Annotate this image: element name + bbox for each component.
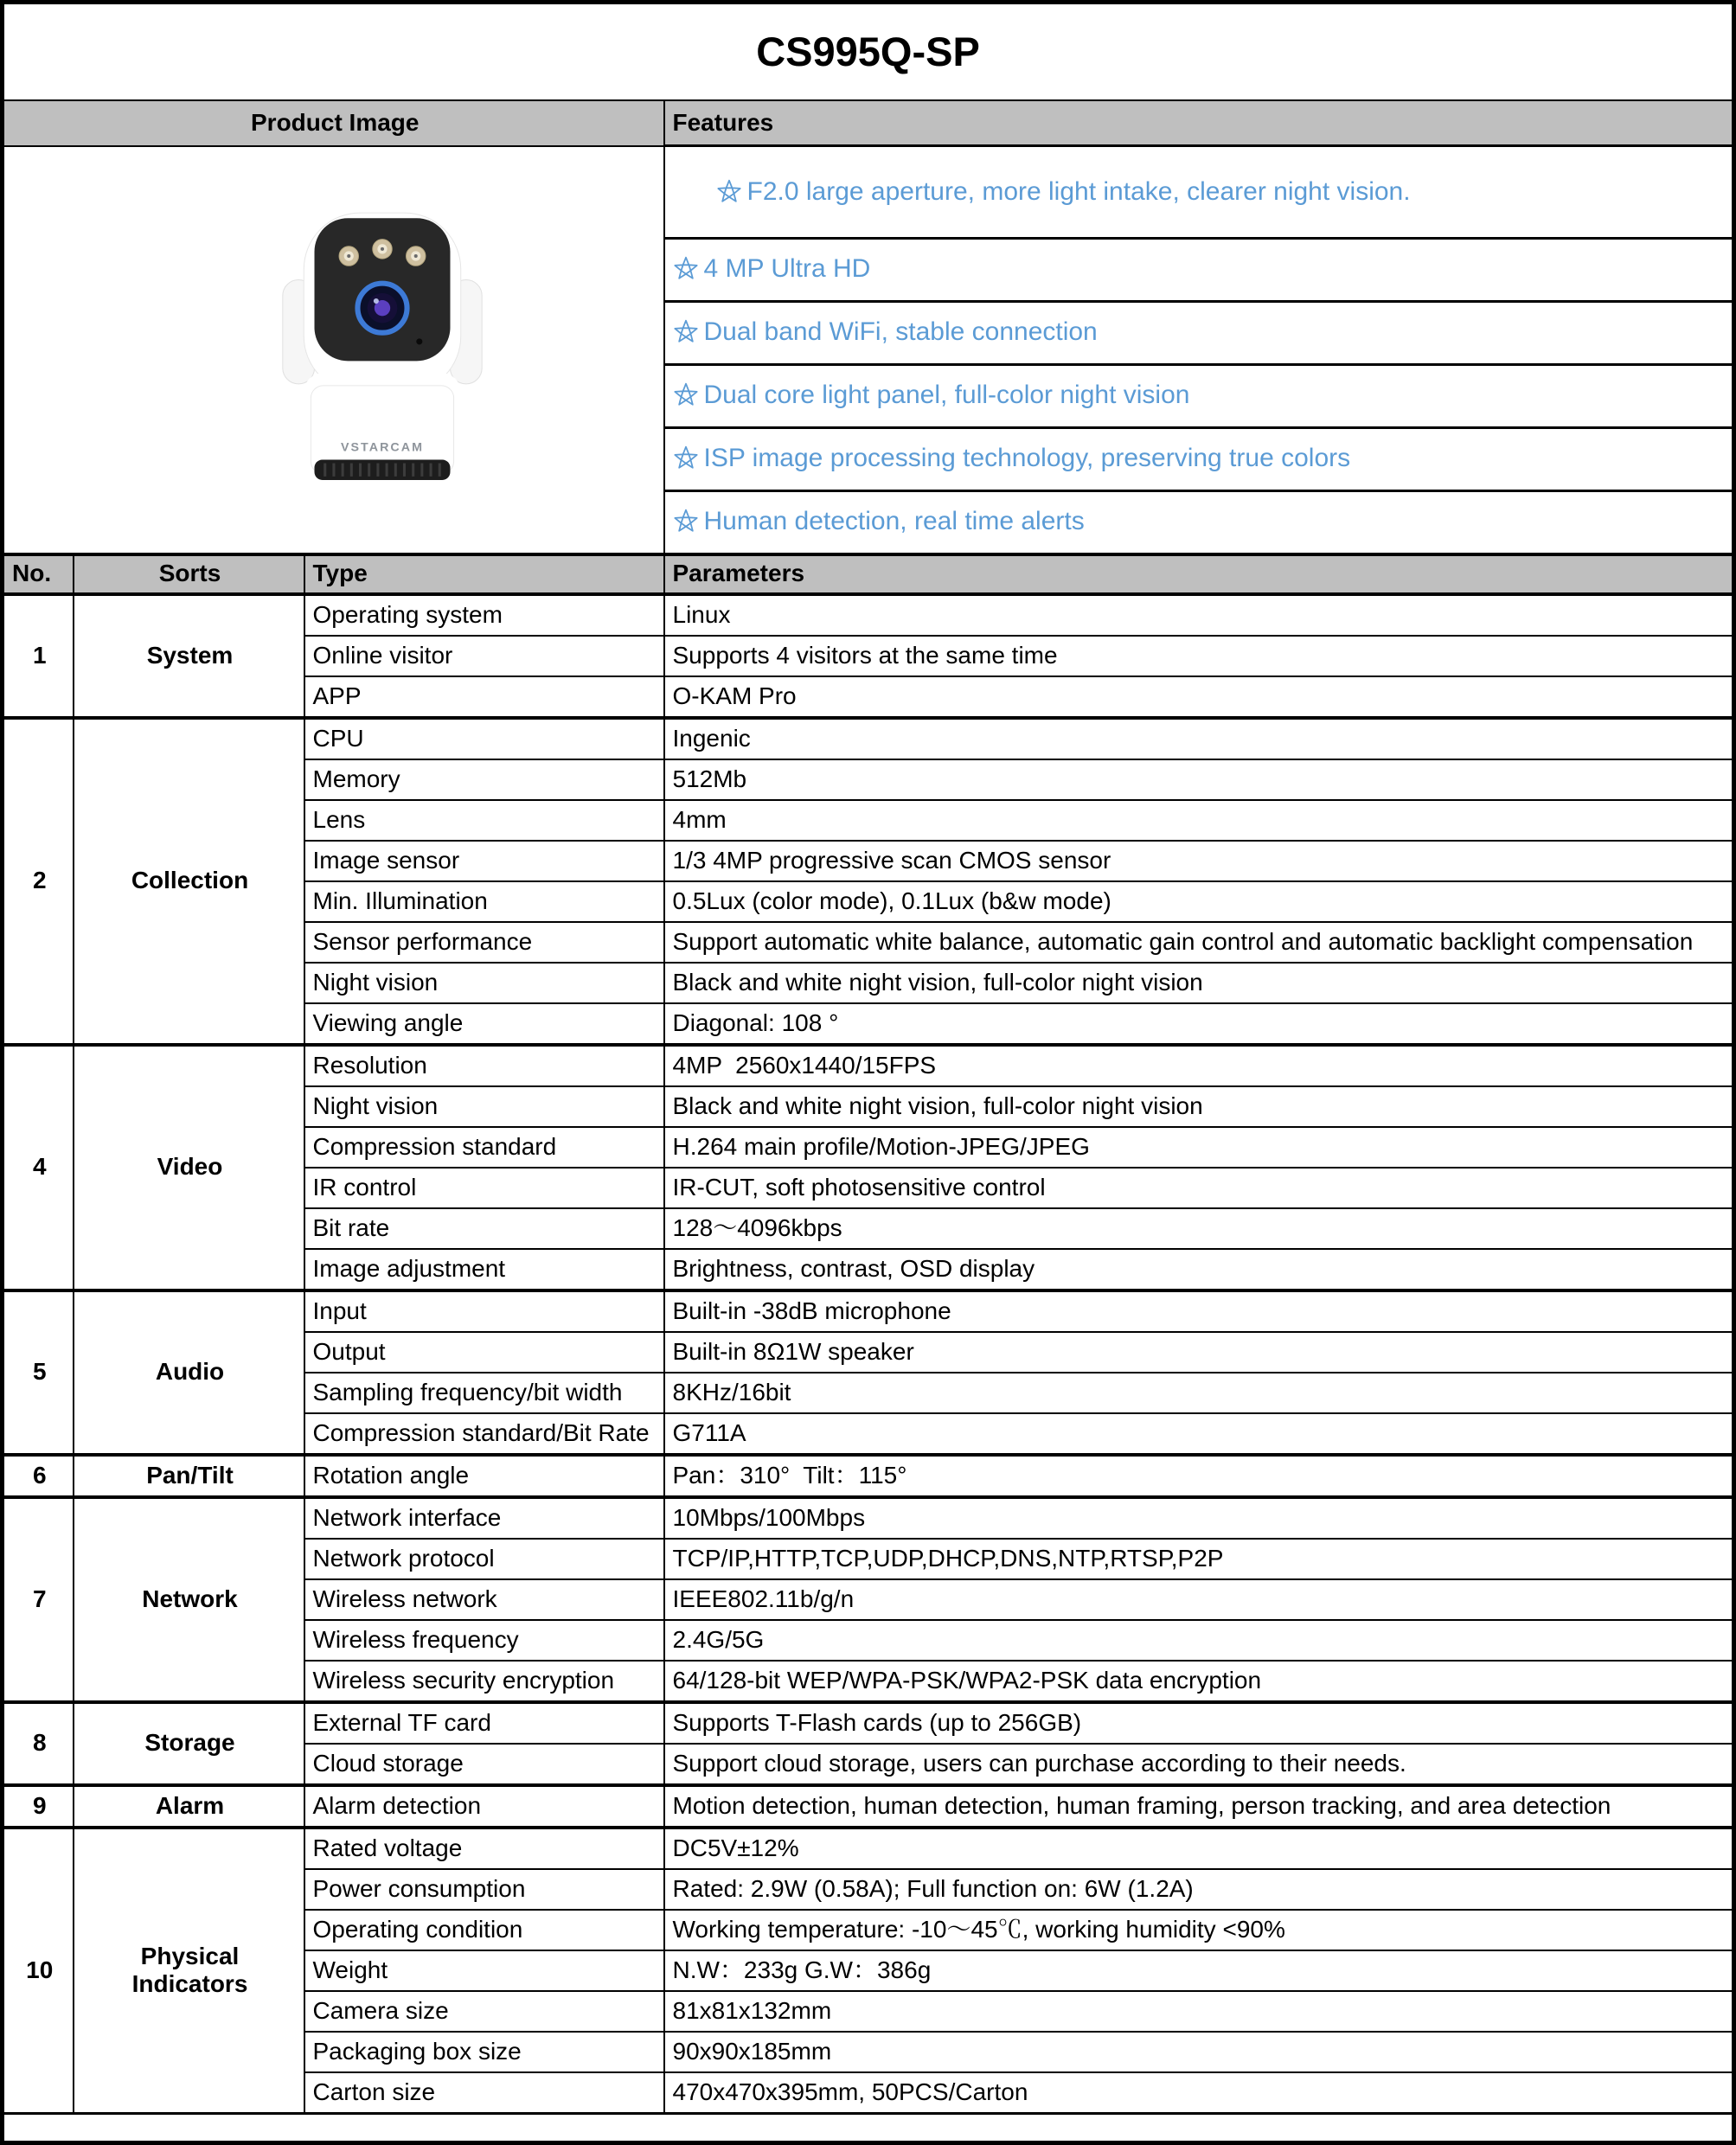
spec-type-cell: Bit rate (304, 1208, 664, 1249)
section-name: Video (74, 1045, 304, 1290)
spec-param-cell: IEEE802.11b/g/n (664, 1579, 1734, 1620)
spec-param-cell: 64/128-bit WEP/WPA-PSK/WPA2-PSK data encryption (664, 1661, 1734, 1702)
spec-type-cell: Resolution (304, 1045, 664, 1086)
section-number: 9 (3, 1785, 74, 1828)
spec-param-cell: Support cloud storage, users can purchase according to their needs. (664, 1744, 1734, 1785)
feature-text: Dual core light panel, full-color night vision (703, 381, 1190, 410)
camera-illustration (224, 182, 485, 517)
spec-param-cell: Working temperature: -10～45℃, working humidity <90% (664, 1910, 1734, 1950)
spec-type-cell: Packaging box size (304, 2032, 664, 2072)
spec-type-cell: Rotation angle (304, 1455, 664, 1497)
spec-type-cell: Network protocol (304, 1539, 664, 1579)
spec-param-cell: 128～4096kbps (664, 1208, 1734, 1249)
section-name: Audio (74, 1290, 304, 1455)
spec-type-cell: Rated voltage (304, 1828, 664, 1869)
section-name: Network (74, 1497, 304, 1702)
spec-row (3, 594, 1734, 636)
sorts-header: Sorts (74, 554, 304, 594)
spec-param-cell: G711A (664, 1413, 1734, 1455)
spec-type-cell: Min. Illumination (304, 881, 664, 922)
title-row (3, 3, 1734, 101)
section-name: Physical Indicators (74, 1828, 304, 2114)
spec-type-cell: Cloud storage (304, 1744, 664, 1785)
spec-param-cell: 90x90x185mm (664, 2032, 1734, 2072)
page-title: CS995Q-SP (3, 3, 1734, 101)
spec-param-cell: 10Mbps/100Mbps (664, 1497, 1734, 1539)
no-header: No. (3, 554, 74, 594)
spec-type-cell: Output (304, 1332, 664, 1373)
spec-type-cell: External TF card (304, 1702, 664, 1744)
section-name: System (74, 594, 304, 718)
spec-header-row (3, 554, 1734, 594)
spec-row (3, 1045, 1734, 1086)
spec-row (3, 1785, 1734, 1828)
spec-type-cell: IR control (304, 1168, 664, 1208)
feature-item (664, 301, 1734, 364)
spec-row (3, 1497, 1734, 1539)
spec-type-cell: Compression standard (304, 1127, 664, 1168)
spec-type-cell: APP (304, 676, 664, 718)
feature-text: Human detection, real time alerts (703, 507, 1085, 536)
feature-item (664, 364, 1734, 427)
section-name: Alarm (74, 1785, 304, 1828)
star-icon (673, 319, 699, 345)
feature-item (664, 238, 1734, 301)
spec-param-cell: Black and white night vision, full-color night vision (664, 963, 1734, 1003)
spec-param-cell: 470x470x395mm, 50PCS/Carton (664, 2072, 1734, 2114)
section-number: 4 (3, 1045, 74, 1290)
spec-param-cell: Built-in -38dB microphone (664, 1290, 1734, 1332)
spec-param-cell: IR-CUT, soft photosensitive control (664, 1168, 1734, 1208)
spec-type-cell: Wireless security encryption (304, 1661, 664, 1702)
spec-param-cell: 512Mb (664, 759, 1734, 800)
spec-param-cell: TCP/IP,HTTP,TCP,UDP,DHCP,DNS,NTP,RTSP,P2P (664, 1539, 1734, 1579)
spec-type-cell: Operating system (304, 594, 664, 636)
section-number: 7 (3, 1497, 74, 1702)
spec-row (3, 1290, 1734, 1332)
section-number: 6 (3, 1455, 74, 1497)
feature-text: ISP image processing technology, preserving true colors (703, 444, 1351, 473)
parameters-header: Parameters (664, 554, 1734, 594)
empty-cell (3, 2113, 1734, 2142)
feature-text: F2.0 large aperture, more light intake, clearer night vision. (746, 176, 1411, 206)
spec-row (3, 718, 1734, 759)
product-image (3, 146, 664, 554)
section-name: Pan/Tilt (74, 1455, 304, 1497)
section-number: 1 (3, 594, 74, 718)
spec-param-cell: O-KAM Pro (664, 676, 1734, 718)
mic-hole (416, 339, 422, 345)
spec-type-cell: Power consumption (304, 1869, 664, 1910)
feature-item (664, 146, 1734, 239)
spec-param-cell: Support automatic white balance, automatic gain control and automatic backlight compensation (664, 922, 1734, 963)
star-icon (673, 256, 699, 282)
feature-item (664, 427, 1734, 490)
spec-type-cell: Wireless network (304, 1579, 664, 1620)
spec-param-cell: Pan：310° Tilt：115° (664, 1455, 1734, 1497)
spec-type-cell: Lens (304, 800, 664, 841)
spec-type-cell: Online visitor (304, 636, 664, 676)
spec-param-cell: Motion detection, human detection, human framing, person tracking, and area detection (664, 1785, 1734, 1828)
spec-param-cell: 1/3 4MP progressive scan CMOS sensor (664, 841, 1734, 881)
spec-type-cell: Wireless frequency (304, 1620, 664, 1661)
spec-type-cell: Compression standard/Bit Rate (304, 1413, 664, 1455)
spec-type-cell: Input (304, 1290, 664, 1332)
spec-param-cell: N.W：233g G.W：386g (664, 1950, 1734, 1991)
section-name: Storage (74, 1702, 304, 1785)
spec-type-cell: Operating condition (304, 1910, 664, 1950)
spec-param-cell: Black and white night vision, full-color night vision (664, 1086, 1734, 1127)
spec-type-cell: Sampling frequency/bit width (304, 1373, 664, 1413)
spec-row (3, 1455, 1734, 1497)
star-icon (673, 382, 699, 408)
spec-type-cell: Camera size (304, 1991, 664, 2032)
spec-param-cell: 4MP 2560x1440/15FPS (664, 1045, 1734, 1086)
star-icon (673, 509, 699, 535)
camera-lens (357, 284, 407, 333)
spec-type-cell: Carton size (304, 2072, 664, 2114)
top-header-row (3, 100, 1734, 146)
star-icon (673, 445, 699, 471)
spec-param-cell: Diagonal: 108 ° (664, 1003, 1734, 1045)
spec-param-cell: Linux (664, 594, 1734, 636)
spec-param-cell: 4mm (664, 800, 1734, 841)
spec-type-cell: Night vision (304, 1086, 664, 1127)
feature-row (3, 146, 1734, 239)
spec-param-cell: 2.4G/5G (664, 1620, 1734, 1661)
spec-param-cell: 8KHz/16bit (664, 1373, 1734, 1413)
spec-type-cell: Image adjustment (304, 1249, 664, 1290)
spec-param-cell: 81x81x132mm (664, 1991, 1734, 2032)
spec-type-cell: Alarm detection (304, 1785, 664, 1828)
section-number: 2 (3, 718, 74, 1045)
spec-param-cell: 0.5Lux (color mode), 0.1Lux (b&w mode) (664, 881, 1734, 922)
spec-type-cell: Viewing angle (304, 1003, 664, 1045)
spec-param-cell: Built-in 8Ω1W speaker (664, 1332, 1734, 1373)
feature-text: 4 MP Ultra HD (703, 254, 871, 284)
camera-logo: VSTARCAM (340, 440, 424, 455)
spec-param-cell: Supports 4 visitors at the same time (664, 636, 1734, 676)
section-number: 10 (3, 1828, 74, 2114)
feature-item (664, 490, 1734, 554)
spec-type-cell: Weight (304, 1950, 664, 1991)
spec-type-cell: CPU (304, 718, 664, 759)
star-icon (716, 179, 742, 205)
feature-text: Dual band WiFi, stable connection (703, 317, 1098, 347)
section-number: 5 (3, 1290, 74, 1455)
spec-param-cell: Ingenic (664, 718, 1734, 759)
spec-param-cell: Supports T-Flash cards (up to 256GB) (664, 1702, 1734, 1744)
product-image-header: Product Image (3, 100, 664, 146)
spec-param-cell: Rated: 2.9W (0.58A); Full function on: 6W (1.2A) (664, 1869, 1734, 1910)
empty-row (3, 2113, 1734, 2142)
type-header: Type (304, 554, 664, 594)
spec-row (3, 1702, 1734, 1744)
spec-type-cell: Sensor performance (304, 922, 664, 963)
spec-type-cell: Memory (304, 759, 664, 800)
section-number: 8 (3, 1702, 74, 1785)
spec-param-cell: Brightness, contrast, OSD display (664, 1249, 1734, 1290)
spec-type-cell: Image sensor (304, 841, 664, 881)
spec-type-cell: Night vision (304, 963, 664, 1003)
spec-row (3, 1828, 1734, 1869)
spec-type-cell: Network interface (304, 1497, 664, 1539)
spec-param-cell: H.264 main profile/Motion-JPEG/JPEG (664, 1127, 1734, 1168)
spec-param-cell: DC5V±12% (664, 1828, 1734, 1869)
section-name: Collection (74, 718, 304, 1045)
features-header: Features (664, 100, 1734, 146)
